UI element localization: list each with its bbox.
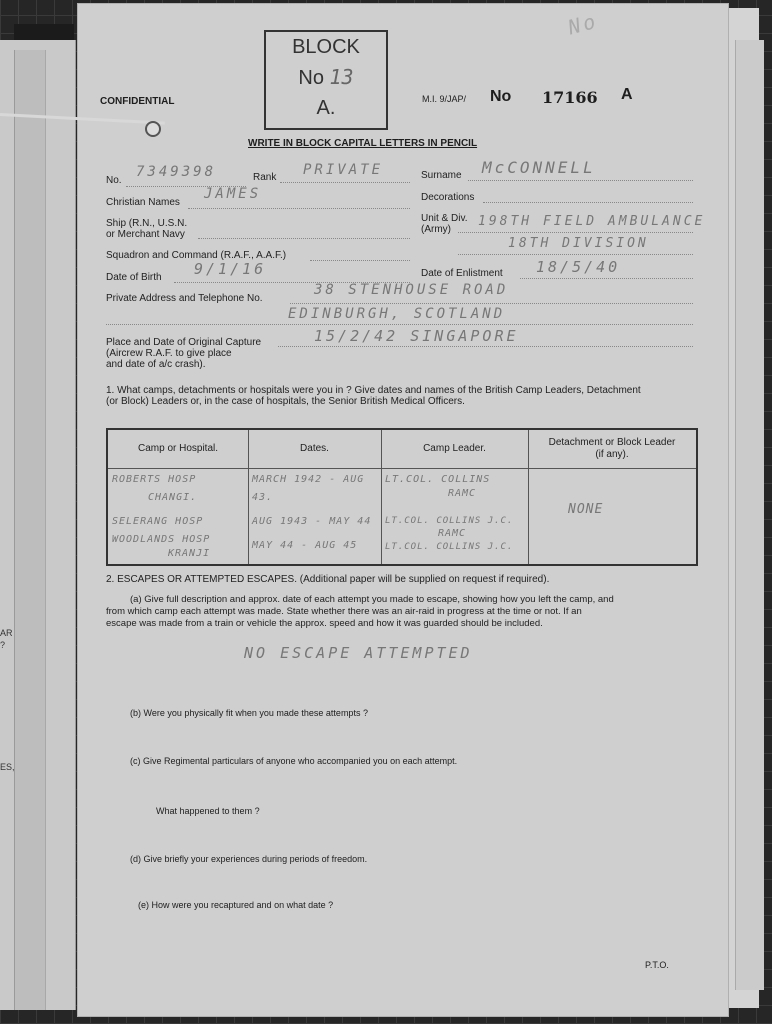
fragment-text: AR bbox=[0, 628, 13, 638]
section2-a-line2: from which camp each attempt was made. State whether there was an air-raid in progress at the time or not. If an bbox=[106, 606, 582, 617]
section1-question: 1. What camps, detachments or hospitals were you in ? Give dates and names of the British Camp Leaders, Detachment bbox=[106, 385, 641, 396]
camp-cell: ROBERTS HOSP bbox=[112, 474, 197, 485]
section2-c: (c) Give Regimental particulars of anyone who accompanied you on each attempt. bbox=[130, 756, 458, 766]
surname-label: Surname bbox=[421, 170, 462, 181]
section2-title: 2. ESCAPES OR ATTEMPTED ESCAPES. (Additional paper will be supplied on request if required). bbox=[106, 574, 550, 585]
fragment-text: ES, bbox=[0, 762, 15, 772]
enlistment-label: Date of Enlistment bbox=[421, 268, 503, 279]
capture-label-3: and date of a/c crash). bbox=[106, 359, 206, 370]
confidential-label: CONFIDENTIAL bbox=[100, 96, 175, 107]
unit-label-1: Unit & Div. bbox=[421, 213, 468, 224]
questionnaire-page bbox=[78, 4, 728, 1016]
address-value-2: EDINBURGH, SCOTLAND bbox=[288, 306, 506, 322]
corner-handwritten-mark: No bbox=[565, 8, 601, 40]
folder-edge bbox=[14, 50, 46, 1010]
section2-a-line1: (a) Give full description and approx. date of each attempt you made to escape, showing how you left the camp, and bbox=[130, 594, 614, 605]
section2-c2: What happened to them ? bbox=[156, 806, 260, 816]
address-value-1: 38 STENHOUSE ROAD bbox=[314, 282, 509, 298]
unit-label-2: (Army) bbox=[421, 224, 451, 235]
leader-cell: LT.COL. COLLINS J.C. bbox=[385, 542, 514, 552]
underlying-page-left bbox=[0, 40, 76, 1010]
underlying-page-right-2 bbox=[735, 40, 764, 990]
ship-label-1: Ship (R.N., U.S.N. bbox=[106, 218, 188, 229]
leader-cell: RAMC bbox=[448, 488, 477, 499]
section1-question-2: (or Block) Leaders or, in the case of hospitals, the Senior British Medical Officers. bbox=[106, 396, 465, 407]
dates-cell: MARCH 1942 - AUG bbox=[252, 474, 365, 485]
stamp-line-block: BLOCK bbox=[292, 36, 360, 58]
rank-value: PRIVATE bbox=[303, 162, 384, 178]
dob-label: Date of Birth bbox=[106, 272, 162, 283]
camps-table bbox=[106, 428, 698, 566]
capture-value: 15/2/42 SINGAPORE bbox=[314, 327, 519, 345]
camp-cell: WOODLANDS HOSP bbox=[112, 534, 211, 545]
header-camp: Camp or Hospital. bbox=[137, 443, 219, 454]
escape-answer: NO ESCAPE ATTEMPTED bbox=[244, 644, 473, 662]
pto-label: P.T.O. bbox=[645, 960, 669, 970]
dob-value: 9/1/16 bbox=[194, 260, 267, 278]
camp-cell: CHANGI. bbox=[148, 492, 198, 503]
no-label: No bbox=[490, 88, 512, 105]
camp-cell: SELERANG HOSP bbox=[112, 516, 204, 527]
ship-label-2: or Merchant Navy bbox=[106, 229, 185, 240]
number-label: No. bbox=[106, 175, 122, 186]
fragment-text: ? bbox=[0, 640, 6, 650]
rank-label: Rank bbox=[253, 172, 277, 183]
serial-suffix: A bbox=[621, 86, 633, 103]
leader-cell: RAMC bbox=[438, 528, 467, 539]
header-camp-leader: Camp Leader. bbox=[423, 443, 486, 454]
number-value: 7349398 bbox=[136, 164, 217, 180]
section2-b: (b) Were you physically fit when you made these attempts ? bbox=[130, 708, 368, 718]
dates-cell: MAY 44 - AUG 45 bbox=[252, 540, 358, 551]
dates-cell: AUG 1943 - MAY 44 bbox=[252, 516, 372, 527]
detachment-cell: NONE bbox=[568, 502, 604, 517]
section2-a-line3: escape was made from a train or vehicle the approx. speed and how it was guarded should be included. bbox=[106, 618, 543, 629]
unit-value: 198TH FIELD AMBULANCE bbox=[478, 214, 706, 229]
stamp-line-number: No 13 bbox=[298, 65, 354, 89]
enlistment-value: 18/5/40 bbox=[536, 258, 621, 276]
surname-value: McCONNELL bbox=[482, 158, 596, 177]
eyelet-ring bbox=[145, 121, 161, 137]
leader-cell: LT.COL. COLLINS J.C. bbox=[385, 516, 514, 526]
capture-label-2: (Aircrew R.A.F. to give place bbox=[106, 348, 232, 359]
serial-number: 17166 bbox=[542, 88, 598, 107]
section2-e: (e) How were you recaptured and on what date ? bbox=[138, 900, 334, 910]
camp-cell: KRANJI bbox=[168, 548, 211, 559]
block-stamp bbox=[264, 30, 388, 130]
header-detachment: Detachment or Block Leader (if any). bbox=[548, 437, 676, 460]
capture-label-1: Place and Date of Original Capture bbox=[106, 337, 262, 348]
ref-code: M.I. 9/JAP/ bbox=[422, 94, 467, 104]
stamp-line-a: A. bbox=[316, 97, 336, 119]
christian-names-value: JAMES bbox=[204, 186, 262, 202]
decorations-label: Decorations bbox=[421, 192, 475, 203]
header-dates: Dates. bbox=[300, 443, 329, 454]
instruction-heading: WRITE IN BLOCK CAPITAL LETTERS IN PENCIL bbox=[248, 138, 478, 149]
dates-cell: 43. bbox=[252, 492, 274, 503]
division-value: 18TH DIVISION bbox=[508, 236, 649, 251]
squadron-label: Squadron and Command (R.A.F., A.A.F.) bbox=[106, 250, 287, 261]
section2-d: (d) Give briefly your experiences during periods of freedom. bbox=[130, 854, 368, 864]
christian-names-label: Christian Names bbox=[106, 197, 180, 208]
leader-cell: LT.COL. COLLINS bbox=[385, 474, 491, 485]
address-label: Private Address and Telephone No. bbox=[106, 293, 263, 304]
binder-clip bbox=[14, 24, 74, 40]
